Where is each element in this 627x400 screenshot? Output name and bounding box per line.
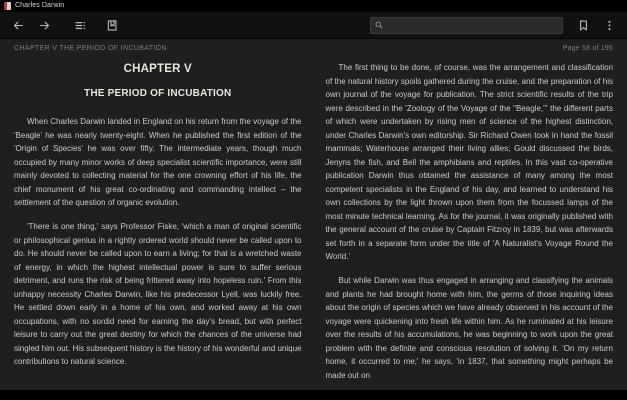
window-title: Charles Darwin	[15, 2, 65, 9]
window-bottom-bar	[0, 390, 627, 400]
arrow-right-icon	[38, 19, 51, 32]
chapter-number: CHAPTER V	[123, 63, 192, 75]
paragraph: But while Darwin was thus engaged in arranging and classifying the animals and plants he had brought home with him, the germs of those inquiring ideas about the origin of species which we have already observed in his account of the voyage were quickening into fresh life within him. As he ruminated at his leisure over the results of his accumulations, he was beginning to work upon the great problem with the definite and conscious resolution of solving it. 'On my return home, it occurred to me,' he says, 'in 1837, that something might perhaps be made out on	[325, 276, 613, 380]
table-of-contents-button[interactable]	[68, 14, 92, 36]
paragraph: When Charles Darwin landed in England on his return from the voyage of the 'Beagle' he was nearly twenty-eight. When he published the first edition of the 'Origin of Species' he was over fifty. The intermediate years, though much occupied by many minor works of deep specialist scientific importance, were still mainly devoted to collecting material for the one crowning effort of his life, the chief monument of his great co-ordinating and commanding intellect – the settlement of the question of organic evolution.	[14, 117, 302, 207]
page-indicator: Page 58 of 195	[562, 44, 613, 52]
toolbar-right-group	[370, 14, 621, 36]
page-header	[0, 39, 627, 57]
search-input[interactable]	[386, 21, 558, 30]
toolbar-left-group	[6, 14, 124, 36]
toolbar	[0, 12, 627, 39]
page-column-right	[314, 57, 614, 382]
paragraph: 'There is one thing,' says Professor Fiske, 'which a man of original scientific or philosophical genius in a rightly ordered world should never be called upon to do. He should never be called upon to earn a living; for that is a wretched waste of energy, in which the highest intellectual power is sure to suffer serious detriment, and runs the risk of being frittered away into hopeless ruin.' From this unhappy necessity Charles Darwin, like his predecessor Lyell, was luckily free. He settled down early in a home of his own, and worked away at his own occupations, with no sordid need for earning the day's bread, but with perfect leisure to carry out the great destiny for which the chances of the universe had singled him out. His subsequent history is the history of his wonderful and unique contributions to natural science.	[14, 222, 302, 366]
arrow-left-icon	[12, 19, 25, 32]
more-options-button[interactable]	[597, 14, 621, 36]
bookmark-outline-icon	[577, 19, 590, 32]
search-box[interactable]	[370, 17, 563, 34]
search-icon	[375, 21, 383, 29]
title-bar	[0, 0, 627, 12]
page-column-left	[14, 57, 314, 382]
list-icon	[74, 19, 87, 32]
back-button[interactable]	[6, 14, 30, 36]
book-icon	[4, 2, 11, 10]
paragraph: The first thing to be done, of course, was the arrangement and classification of the natural history spoils gathered during the cruise, and the preparation of his own journal of the voyage for publication. The strict scientific results of the trip were described in the 'Zoology of the Voyage of the "Beagle,"' the different parts of which were undertaken by rising men of science of the highest distinction, under Charles Darwin's own editorship. Sir Richard Owen took in hand the fossil mammals; Waterhouse arranged their living allies; Gould discussed the birds, Jenyns the fish, and Bell the amphibians and reptiles. In this vast co-operative publication Darwin thus obtained the assistance of many among the most competent specialists in the England of his day, and learned to understand his own collections by the light thrown upon them from the focussed lamps of the most minute technical learning. As for the journal, it was originally published with the general account of the cruise by Captain Fitzroy in 1839, but was afterwards set forth in a separate form under the title of 'A Naturalist's Voyage Round the World.'	[325, 63, 613, 261]
running-chapter-title: CHAPTER V THE PERIOD OF INCUBATION	[14, 44, 167, 52]
reader-content	[0, 57, 627, 390]
forward-button[interactable]	[32, 14, 56, 36]
add-bookmark-button[interactable]	[571, 14, 595, 36]
kebab-menu-icon	[603, 19, 616, 32]
bookmarks-button[interactable]	[100, 14, 124, 36]
bookmark-icon	[106, 19, 119, 32]
chapter-title: THE PERIOD OF INCUBATION	[84, 88, 232, 99]
